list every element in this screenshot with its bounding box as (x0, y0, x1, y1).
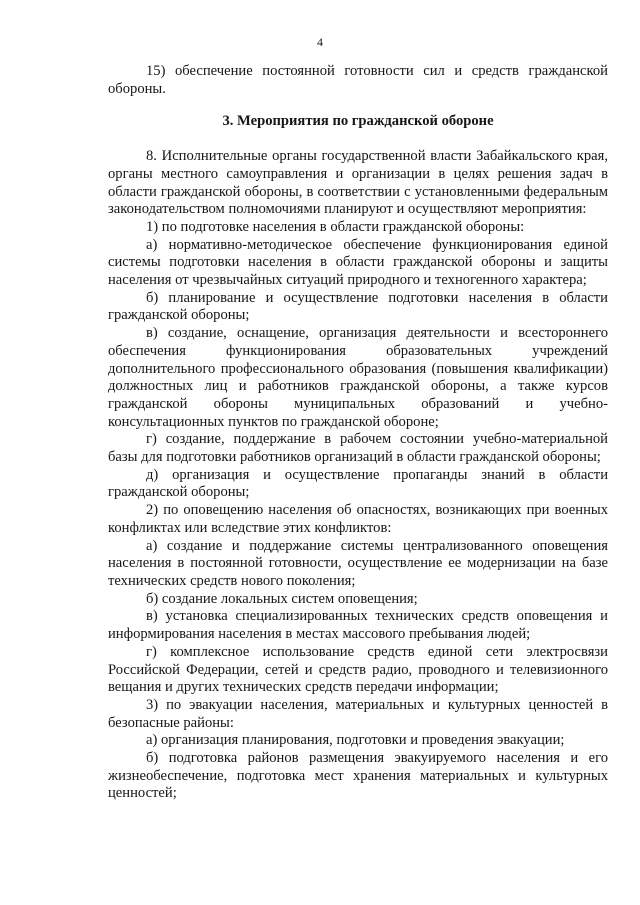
document-body (108, 63, 608, 803)
subitem-2b: б) создание локальных систем оповещения; (146, 590, 418, 607)
subitem-2v: в) установка специализированных технических средств оповещения и информирования населения в местах массового пребывания людей; (108, 608, 608, 643)
paragraph-8: 8. Исполнительные органы государственной власти Забайкальского края, органы местного самоуправления и организации в целях решения задач в области гражданской обороны, в соответствии с установленными федеральным законодательством полномочиями планируют и осуществляют мероприятия: (108, 148, 608, 218)
subitem-2: 2) по оповещению населения об опасностях, возникающих при военных конфликтах или вследствие этих конфликтов: (108, 502, 608, 536)
subitem-1: 1) по подготовке населения в области гражданской обороны: (146, 218, 525, 235)
subitem-1a: а) нормативно-методическое обеспечение функционирования единой системы подготовки населения в области гражданской обороны и защиты населения от чрезвычайных ситуаций природного и техногенного характера; (108, 236, 608, 289)
subitem-2g: г) комплексное использование средств единой сети электросвязи Российской Федерации, сетей и средств радио, проводного и телевизионного вещания и других технических средств передачи информации; (108, 643, 608, 696)
subitem-3: 3) по эвакуации населения, материальных и культурных ценностей в безопасные районы: (108, 696, 608, 731)
list-item-15: 15) обеспечение постоянной готовности сил и средств гражданской обороны. (108, 63, 608, 97)
subitem-1d: д) организация и осуществление пропаганды знаний в области гражданской обороны; (108, 466, 608, 501)
subitem-1g: г) создание, поддержание в рабочем состоянии учебно-материальной базы для подготовки работников организаций в области гражданской обороны; (108, 431, 608, 466)
subitem-2a: а) создание и поддержание системы централизованного оповещения населения в постоянной готовности, осуществление ее модернизации на базе технических средств нового поколения; (108, 537, 608, 589)
subitem-1v: в) создание, оснащение, организация деятельности и всестороннего обеспечения функционирования образовательных учреждений дополнительного профессионального образования (повышения квалификации) должностных лиц и работников гражданской обороны, а также курсов гражданской обороны муниципальных образований и учебно-консультационных пунктов по гражданской обороне; (108, 325, 608, 430)
section-heading: 3. Мероприятия по гражданской обороне (222, 113, 494, 130)
subitem-3a: а) организация планирования, подготовки и проведения эвакуации; (146, 732, 565, 749)
page-number: 4 (317, 35, 323, 49)
subitem-1b: б) планирование и осуществление подготовки населения в области гражданской обороны; (108, 289, 608, 324)
subitem-3b: б) подготовка районов размещения эвакуируемого населения и его жизнеобеспечение, подготовка мест хранения материальных и культурных ценностей; (108, 750, 608, 802)
